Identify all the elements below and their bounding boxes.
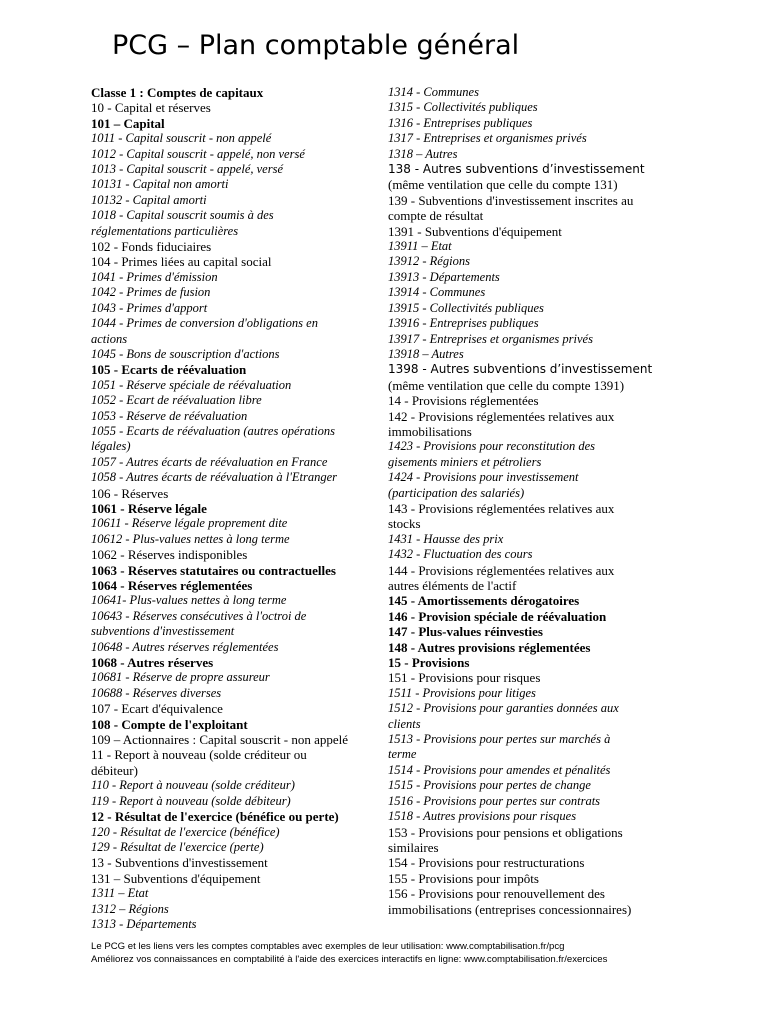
account-line: 1068 - Autres réserves [91, 655, 214, 671]
account-line: 13914 - Communes [388, 285, 486, 300]
account-line: terme [388, 747, 417, 762]
account-line: 153 - Provisions pour pensions et obligations [388, 824, 623, 840]
account-line: 1431 - Hausse des prix [388, 531, 504, 546]
account-line: 1058 - Autres écarts de réévaluation à l'Etranger [91, 470, 338, 485]
account-line: 1062 - Réserves indisponibles [91, 547, 248, 563]
account-line: 10131 - Capital non amorti [91, 177, 229, 192]
account-line: 10611 - Réserve légale proprement dite [91, 516, 288, 531]
account-line: (même ventilation que celle du compte 131) [388, 177, 618, 193]
account-line: 1516 - Provisions pour pertes sur contrats [388, 793, 601, 808]
account-line: réglementations particulières [91, 223, 239, 238]
account-line: 144 - Provisions réglementées relatives aux [388, 562, 615, 578]
account-line: 1012 - Capital souscrit - appelé, non versé [91, 146, 305, 161]
account-line: 146 - Provision spéciale de réévaluation [388, 608, 607, 624]
account-line: clients [388, 716, 421, 731]
account-line: 12 - Résultat de l'exercice (bénéfice ou perte) [91, 809, 339, 825]
account-line: 13916 - Entreprises publiques [388, 316, 539, 331]
account-line: 109 – Actionnaires : Capital souscrit - non appelé [91, 732, 349, 748]
account-line: 108 - Compte de l'exploitant [91, 716, 248, 732]
account-line: 1518 - Autres provisions pour risques [388, 809, 577, 824]
account-line: 104 - Primes liées au capital social [91, 254, 272, 270]
account-line: 1513 - Provisions pour pertes sur marchés à [388, 732, 611, 747]
account-line: 10643 - Réserves consécutives à l'octroi de [91, 608, 307, 623]
account-line: 1042 - Primes de fusion [91, 285, 211, 300]
account-line: immobilisations (entreprises concessionnaires) [388, 901, 632, 917]
account-line: 102 - Fonds fiduciaires [91, 239, 212, 255]
account-line: 129 - Résultat de l'exercice (perte) [91, 839, 264, 854]
account-line: 1315 - Collectivités publiques [388, 100, 538, 115]
account-line: 10641- Plus-values nettes à long terme [91, 593, 287, 608]
left-column [91, 85, 383, 932]
account-line: 1512 - Provisions pour garanties données aux [388, 701, 619, 716]
account-line: 105 - Ecarts de réévaluation [91, 362, 247, 378]
account-line: 1423 - Provisions pour reconstitution des [388, 439, 596, 454]
account-line: 1318 – Autres [388, 146, 458, 161]
account-line: 10 - Capital et réserves [91, 100, 211, 116]
account-line: autres éléments de l'actif [388, 578, 517, 593]
account-line: 1011 - Capital souscrit - non appelé [91, 131, 272, 146]
account-line: 1432 - Fluctuation des cours [388, 547, 533, 562]
account-line: 156 - Provisions pour renouvellement des [388, 886, 605, 902]
account-line: 1051 - Réserve spéciale de réévaluation [91, 377, 292, 392]
account-line: 13917 - Entreprises et organismes privés [388, 331, 593, 346]
account-line: 1045 - Bons de souscription d'actions [91, 346, 280, 361]
account-line: 1313 - Départements [91, 916, 197, 931]
account-line: 1044 - Primes de conversion d'obligations en [91, 316, 318, 331]
account-line: 101 – Capital [91, 115, 165, 131]
account-line: similaires [388, 839, 439, 855]
account-line: 1398 - Autres subventions d’investissement [388, 362, 653, 377]
account-line: débiteur) [91, 762, 138, 778]
account-line: 11 - Report à nouveau (solde créditeur ou [91, 747, 307, 763]
account-line: 1312 – Régions [91, 901, 169, 916]
account-line: 142 - Provisions réglementées relatives aux [388, 408, 615, 424]
account-line: 10612 - Plus-values nettes à long terme [91, 531, 290, 546]
account-line: Classe 1 : Comptes de capitaux [91, 85, 264, 100]
account-line: 148 - Autres provisions réglementées [388, 639, 591, 655]
account-line: 1053 - Réserve de réévaluation [91, 408, 248, 423]
account-line: 1314 - Communes [388, 85, 479, 99]
account-line: 154 - Provisions pour restructurations [388, 855, 585, 871]
footer-line-1: Le PCG et les liens vers les comptes comptables avec exemples de leur utilisation: www.comptabilisation.fr/pcg [91, 941, 565, 952]
account-line: 119 - Report à nouveau (solde débiteur) [91, 793, 291, 808]
right-column [388, 85, 668, 917]
account-line: 10681 - Réserve de propre assureur [91, 670, 270, 685]
account-line: 139 - Subventions d'investissement inscrites au [388, 192, 634, 208]
account-line: 1391 - Subventions d'équipement [388, 223, 562, 239]
account-line: 10132 - Capital amorti [91, 192, 207, 207]
account-line: 13911 – Etat [388, 239, 452, 254]
account-line: 1041 - Primes d'émission [91, 269, 218, 284]
account-line: 1057 - Autres écarts de réévaluation en France [91, 454, 328, 469]
account-line: 13915 - Collectivités publiques [388, 300, 544, 315]
account-line: 1514 - Provisions pour amendes et pénalités [388, 762, 611, 777]
account-line: légales) [91, 439, 131, 454]
account-line: 10688 - Réserves diverses [91, 685, 222, 700]
footer-line-2: Améliorez vos connaissances en comptabilité à l'aide des exercices interactifs en ligne: www.comptabilisation.fr/exercices [91, 954, 608, 965]
account-line: (même ventilation que celle du compte 1391) [388, 377, 625, 393]
footer [91, 940, 607, 966]
account-line: 143 - Provisions réglementées relatives aux [388, 500, 615, 516]
account-line: 120 - Résultat de l'exercice (bénéfice) [91, 824, 280, 839]
account-line: 151 - Provisions pour risques [388, 670, 541, 686]
account-line: 1511 - Provisions pour litiges [388, 685, 536, 700]
account-line: 1013 - Capital souscrit - appelé, versé [91, 162, 283, 177]
account-line: 13918 – Autres [388, 346, 464, 361]
account-line: 110 - Report à nouveau (solde créditeur) [91, 778, 295, 793]
account-line: 1018 - Capital souscrit soumis à des [91, 208, 274, 223]
account-line: 13 - Subventions d'investissement [91, 855, 268, 871]
account-line: 1311 – Etat [91, 886, 149, 901]
account-line: actions [91, 331, 128, 346]
account-line: 1316 - Entreprises publiques [388, 115, 533, 130]
page-title: PCG – Plan comptable général [112, 30, 520, 61]
account-line: 1043 - Primes d'apport [91, 300, 208, 315]
account-line: 138 - Autres subventions d’investissement [388, 162, 645, 177]
account-line: 10648 - Autres réserves réglementées [91, 639, 279, 654]
account-line: 1515 - Provisions pour pertes de change [388, 778, 591, 793]
account-line: 13912 - Régions [388, 254, 470, 269]
account-line: 1317 - Entreprises et organismes privés [388, 131, 587, 146]
account-line: 145 - Amortissements dérogatoires [388, 593, 580, 609]
account-line: immobilisations [388, 423, 472, 439]
account-line: 1052 - Ecart de réévaluation libre [91, 393, 262, 408]
account-line: 155 - Provisions pour impôts [388, 870, 539, 886]
account-line: subventions d'investissement [91, 624, 235, 639]
account-line: 13913 - Départements [388, 269, 500, 284]
account-line: stocks [388, 516, 421, 532]
account-line: 1055 - Ecarts de réévaluation (autres opérations [91, 423, 335, 438]
account-line: 107 - Ecart d'équivalence [91, 701, 223, 717]
account-line: 1064 - Réserves réglementées [91, 578, 253, 593]
account-line: gisements miniers et pétroliers [388, 454, 542, 469]
account-line: 1063 - Réserves statutaires ou contractuelles [91, 562, 336, 578]
account-line: (participation des salariés) [388, 485, 525, 500]
account-line: 1424 - Provisions pour investissement [388, 470, 579, 485]
account-line: 14 - Provisions réglementées [388, 393, 539, 409]
account-line: 106 - Réserves [91, 485, 169, 501]
account-line: compte de résultat [388, 208, 484, 224]
account-line: 147 - Plus-values réinvesties [388, 624, 543, 640]
account-line: 131 – Subventions d'équipement [91, 870, 261, 886]
account-line: 15 - Provisions [388, 655, 470, 671]
account-line: 1061 - Réserve légale [91, 500, 207, 516]
